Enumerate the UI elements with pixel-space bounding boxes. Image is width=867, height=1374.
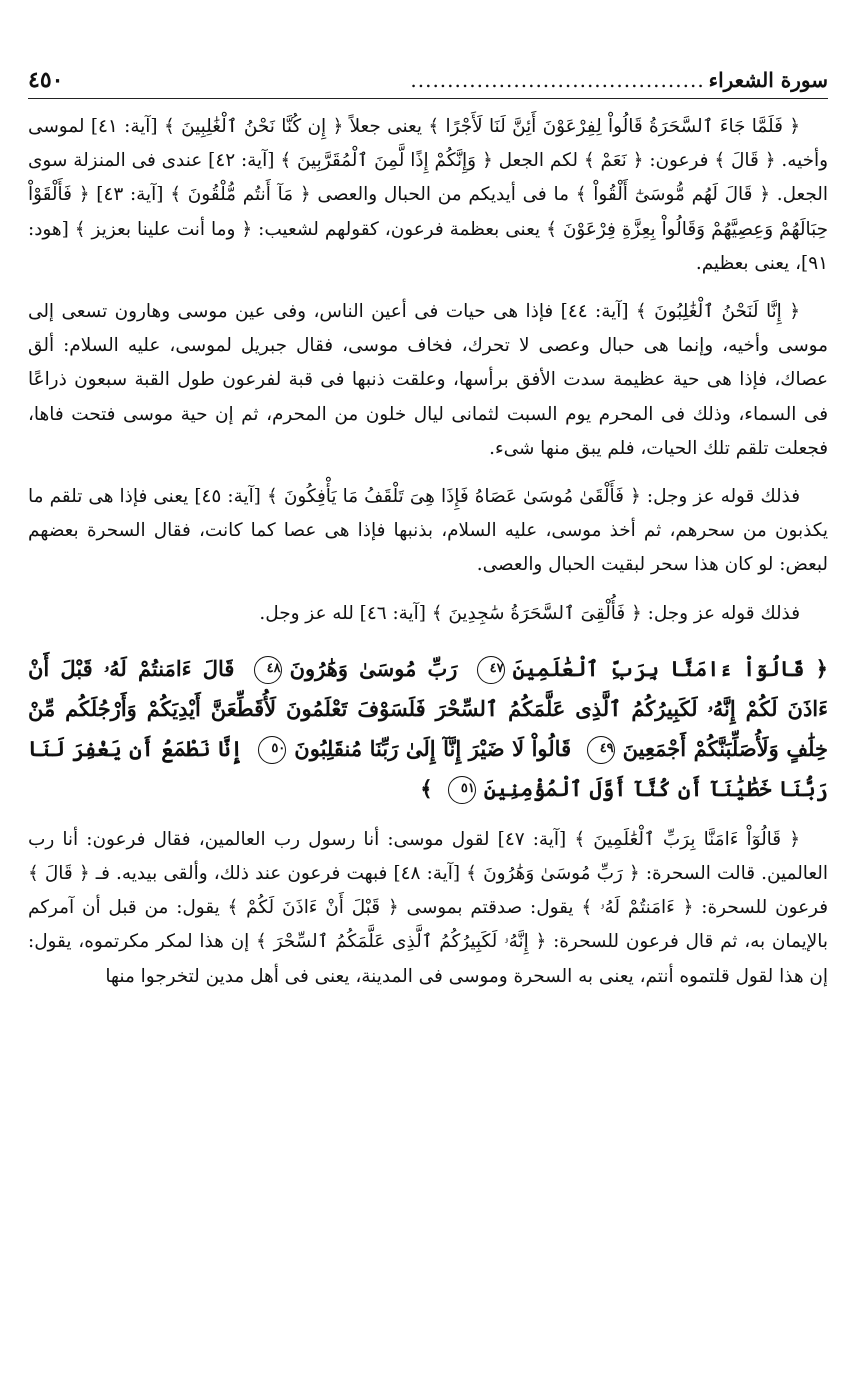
verse-number-marker: ٥٠ [258, 736, 286, 764]
surah-title: سورة الشعراء [708, 68, 828, 92]
verse-number-marker: ٤٨ [254, 656, 282, 684]
verse-number-marker: ٤٧ [477, 656, 505, 684]
quran-close-bracket: ﴾ [420, 775, 433, 801]
quran-verse-text: قَالَ ءَامَنتُمْ لَهُۥ قَبْلَ أَنْ ءَاذَنَ لَكُمْ إِنَّهُۥ لَكَبِيرُكُمُ ٱلَّذِى عَلَّمَكُمُ ٱلسِّحْرَ فَلَسَوْفَ تَعْلَمُونَ لَأُقَطِّعَنَّ أَيْدِيَكُمْ وَأَرْجُلَكُم مِّنْ خِلَٰفٍ وَلَأُصَلِّبَنَّكُمْ أَجْمَعِينَ [28, 655, 828, 761]
header-dots: ........................................ [410, 68, 705, 92]
paragraph-5: ﴿ قَالُوٓاْ ءَامَنَّا بِرَبِّ ٱلْعَٰلَمِينَ ﴾ [آية: ٤٧] لقول موسى: أنا رسول رب العالمين، فقال فرعون: أنا رب العالمين. قالت السحرة: ﴿ رَبِّ مُوسَىٰ وَهَٰرُونَ ﴾ [آية: ٤٨] فبهت فرعون عند ذلك، وألقى بيديه. فـ ﴿ قَالَ ﴾ فرعون للسحرة: ﴿ ءَامَنتُمْ لَهُۥ ﴾ يقول: صدقتم بموسى ﴿ قَبْلَ أَنْ ءَاذَنَ لَكُمْ ﴾ يقول: من قبل أن آمركم بالإيمان به، ثم قال فرعون للسحرة: ﴿ إِنَّهُۥ لَكَبِيرُكُمُ ٱلَّذِى عَلَّمَكُمُ ٱلسِّحْرَ ﴾ إن هذا لمكر مكرتموه، يقول: إن هذا لقول قلتموه أنتم، يعنى به السحرة وموسى فى المدينة، يعنى فى أهل مدين لتخرجوا منها [28, 828, 828, 987]
verse-number-marker: ٤٩ [587, 736, 615, 764]
quran-verses-block [28, 649, 828, 809]
paragraph-1: ﴿ فَلَمَّا جَاءَ ٱلسَّحَرَةُ قَالُواْ لِفِرْعَوْنَ أَئِنَّ لَنَا لَأَجْرًا ﴾ يعنى جعلاً ﴿ إِن كُنَّا نَحْنُ ٱلْغَٰلِبِينَ ﴾ [آية: ٤١] لموسى وأخيه. ﴿ قَالَ ﴾ فرعون: ﴿ نَعَمْ ﴾ لكم الجعل ﴿ وَإِنَّكُمْ إِذًا لَّمِنَ ٱلْمُقَرَّبِينَ ﴾ [آية: ٤٢] عندى فى المنزلة سوى الجعل. ﴿ قَالَ لَهُم مُّوسَىٰٓ أَلْقُواْ ﴾ ما فى أيديكم من الحبال والعصى ﴿ مَآ أَنتُم مُّلْقُونَ ﴾ [آية: ٤٣] ﴿ فَأَلْقَوْاْ حِبَالَهُمْ وَعِصِيَّهُمْ وَقَالُواْ بِعِزَّةِ فِرْعَوْنَ ﴾ يعنى بعظمة فرعون، كقولهم لشعيب: ﴿ وما أنت علينا بعزيز ﴾ [هود: ٩١]، يعنى بعظيم. [28, 116, 828, 274]
header-surah [410, 68, 828, 92]
quran-verse-text: إِنَّا نَطْمَعُ أَن يَغْفِرَ لَنَا رَبُّنَا خَطَٰيَٰنَآ أَن كُنَّآ أَوَّلَ ٱلْمُؤْمِنِينَ [28, 735, 828, 801]
paragraph-2: ﴿ إِنَّا لَنَحْنُ ٱلْغَٰلِبُونَ ﴾ [آية: ٤٤] فإذا هى حيات فى أعين الناس، وفى عين موسى وهارون تسعى إلى موسى وأخيه، وإنما هى حبال وعصى لا تحرك، فخاف موسى، فقال جبريل لموسى، عليه السلام: ألق عصاك، فإذا هى حية عظيمة سدت الأفق برأسها، وعلقت ذنبها فى قبة لفرعون طول القبة سبعون ذراعًا فى السماء، وذلك فى المحرم يوم السبت لثمانى ليال خلون من المحرم، ثم إن حية موسى فتحت فاها، فجعلت تلقم تلك الحيات، فلم يبق منها شىء. [28, 301, 828, 459]
quran-open-bracket: ﴿ [815, 655, 828, 681]
page-number: ٤٥٠ [28, 67, 64, 93]
quran-verse-text: قَالُواْ لَا ضَيْرَ إِنَّآ إِلَىٰ رَبِّنَا مُنقَلِبُونَ [294, 735, 572, 761]
quran-verse-text: رَبِّ مُوسَىٰ وَهَٰرُونَ [289, 655, 458, 681]
paragraph-4: فذلك قوله عز وجل: ﴿ فَأُلْقِىَ ٱلسَّحَرَةُ سَٰجِدِينَ ﴾ [آية: ٤٦] لله عز وجل. [259, 602, 800, 624]
quran-verse-text: قَالُوٓاْ ءَامَنَّا بِرَبِّ ٱلْعَٰلَمِينَ [512, 655, 805, 681]
page-body [28, 110, 828, 1008]
paragraph-3: فذلك قوله عز وجل: ﴿ فَأَلْقَىٰ مُوسَىٰ عَصَاهُ فَإِذَا هِىَ تَلْقَفُ مَا يَأْفِكُونَ ﴾ [آية: ٤٥] يعنى فإذا هى تلقم ما يكذبون من سحرهم، ثم أخذ موسى، عليه السلام، بذنبها فإذا هى عصا كما كانت، فقال السحرة بعضهم لبعض: لو كان هذا سحر لبقيت الحبال والعصى. [28, 486, 828, 576]
verse-number-marker: ٥١ [448, 776, 476, 804]
running-header [28, 62, 828, 99]
